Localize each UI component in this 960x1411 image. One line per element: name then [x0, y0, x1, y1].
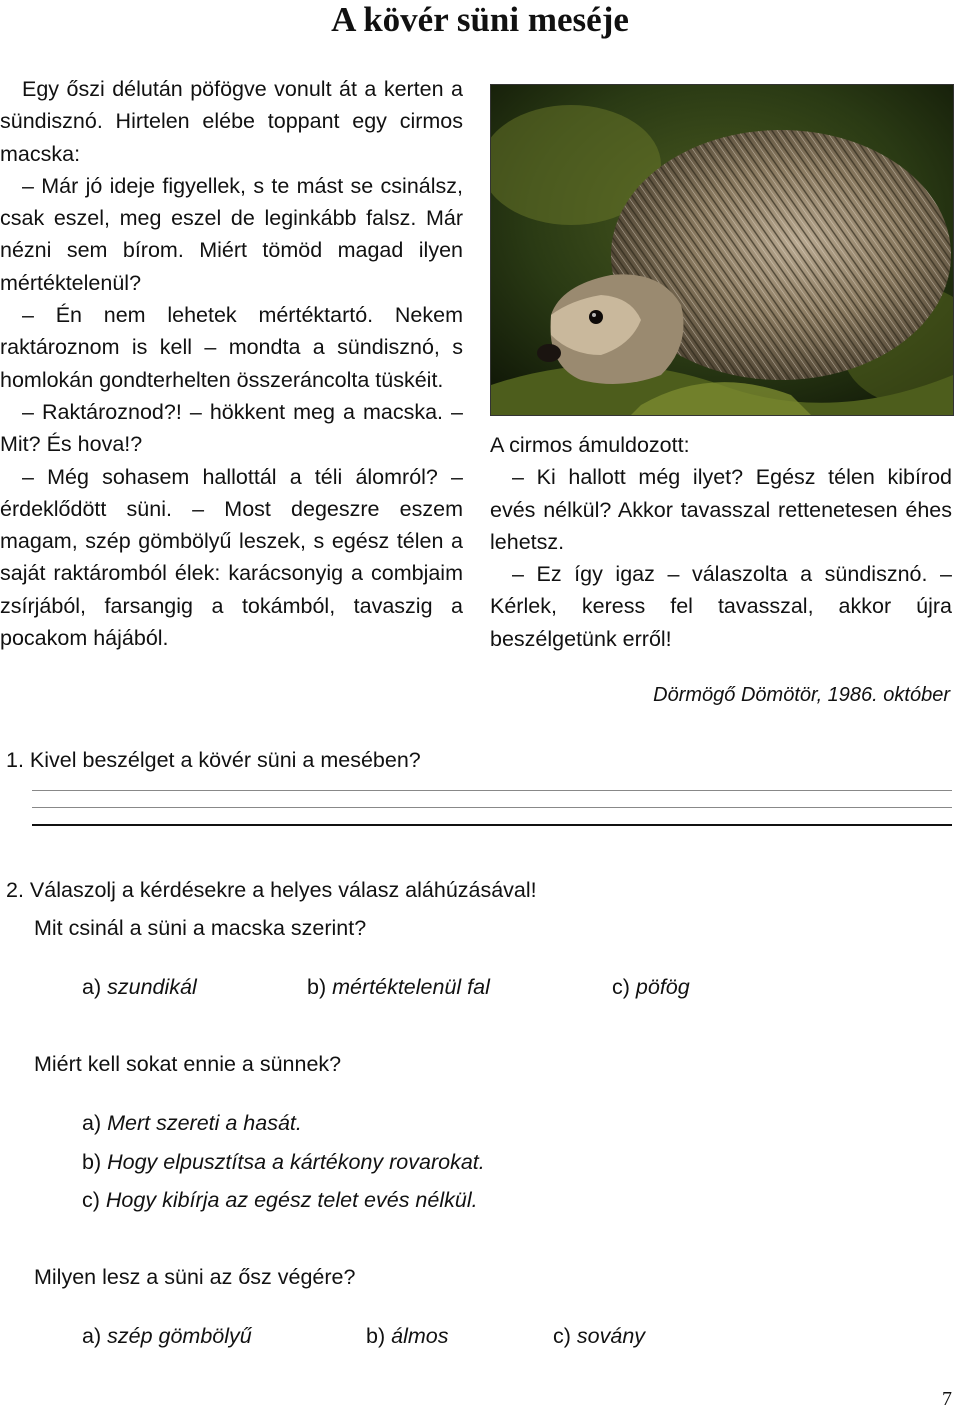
story-paragraph: – Már jó ideje figyellek, s te mást se csinálsz, csak eszel, meg eszel de leginkább falsz. Már nézni sem bírom. Miért tömöd magad ilyen mértéktelenül?: [0, 173, 463, 295]
answer-option[interactable]: a) Mert szereti a hasát.: [82, 1111, 302, 1135]
answer-line[interactable]: [32, 824, 952, 826]
hedgehog-photo: [490, 84, 954, 416]
question-2: [6, 874, 537, 906]
story-paragraph: – Én nem lehetek mértéktartó. Nekem raktároznom is kell – mondta a sündisznó, s homlokán gondterhelten összeráncolta tüskéit.: [0, 303, 463, 392]
story-paragraph: – Raktároznod?! – hökkent meg a macska. – Mit? És hova!?: [0, 399, 463, 457]
subquestion-1: Mit csinál a süni a macska szerint?: [34, 916, 367, 940]
subquestion-2: Miért kell sokat ennie a sünnek?: [34, 1052, 342, 1076]
question-1: [6, 744, 421, 776]
page-number: 7: [942, 1388, 952, 1410]
question-text: Kivel beszélget a kövér süni a mesében?: [29, 748, 421, 772]
answer-option[interactable]: a) szép gömbölyű: [82, 1324, 252, 1348]
answer-option[interactable]: b) álmos: [366, 1324, 449, 1348]
subquestion-3: Milyen lesz a süni az ősz végére?: [34, 1265, 356, 1289]
answer-line[interactable]: [32, 807, 952, 808]
question-text: Válaszolj a kérdésekre a helyes válasz aláhúzásával!: [29, 878, 537, 902]
answer-option[interactable]: a) szundikál: [82, 975, 197, 999]
story-paragraph: – Még sohasem hallottál a téli álomról? – érdeklődött süni. – Most degeszre eszem magam, szép gömbölyű leszek, s egész télen a saját raktáromból élek: karácsonyig a combjaim zsírjából, farsangig a tokámból, tavaszig a pocakom hájából.: [0, 464, 463, 651]
answer-option[interactable]: c) sovány: [553, 1324, 646, 1348]
question-number: 1.: [6, 748, 24, 772]
page-title: A kövér süni meséje: [331, 0, 629, 39]
story-paragraph: Egy őszi délután pöfögve vonult át a kerten a sündisznó. Hirtelen elébe toppant egy cirmos macska:: [0, 77, 463, 166]
story-left-column: [0, 73, 463, 654]
story-paragraph: – Ki hallott még ilyet? Egész télen kibírod evés nélkül? Akkor tavasszal rettenetesen éhes lehetsz.: [490, 465, 952, 554]
answer-line[interactable]: [32, 790, 952, 791]
hedgehog-illustration: [491, 85, 953, 415]
story-paragraph: A cirmos ámuldozott:: [490, 433, 690, 457]
question-number: 2.: [6, 878, 24, 902]
answer-option[interactable]: b) mértéktelenül fal: [307, 975, 490, 999]
story-right-column: [490, 429, 952, 655]
story-paragraph: – Ez így igaz – válaszolta a sündisznó. – Kérlek, keress fel tavasszal, akkor újra beszélgetünk erről!: [490, 562, 952, 651]
author-credit: Dörmögő Dömötör, 1986. október: [653, 684, 950, 706]
answer-option[interactable]: b) Hogy elpusztítsa a kártékony rovarokat.: [82, 1150, 485, 1174]
answer-option[interactable]: c) pöfög: [612, 975, 690, 999]
answer-option[interactable]: c) Hogy kibírja az egész telet evés nélkül.: [82, 1188, 478, 1212]
